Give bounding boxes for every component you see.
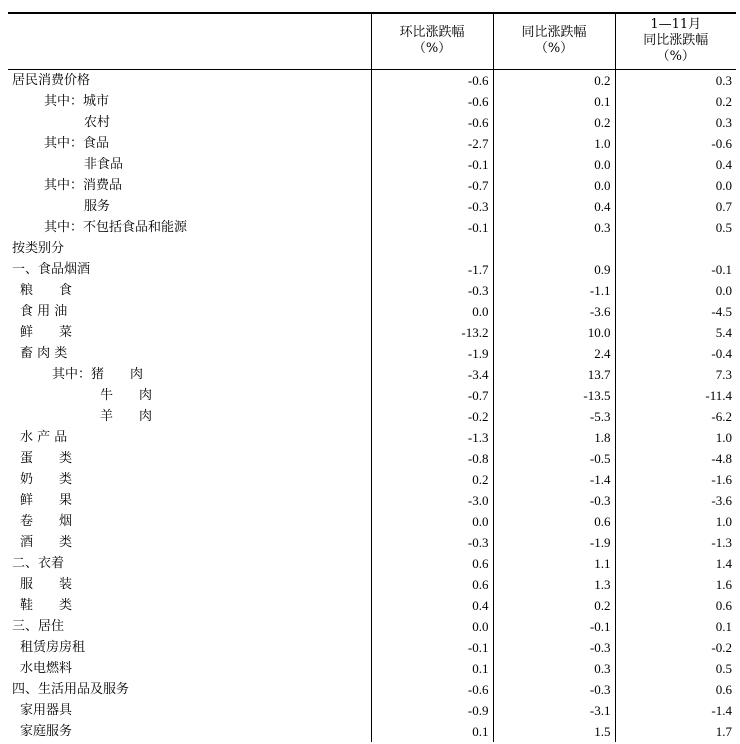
row-label: 服务 — [84, 198, 111, 214]
header-ytd-period: 1—11月 — [650, 17, 702, 33]
row-yoy-value: -1.9 — [493, 532, 615, 553]
table-row — [8, 679, 736, 700]
table-row — [8, 406, 736, 427]
table-row — [8, 511, 736, 532]
row-label: 其中：消费品 — [44, 177, 123, 193]
row-mom-value: -1.9 — [371, 343, 493, 364]
row-label: 服 装 — [20, 576, 73, 592]
row-label: 三、居住 — [12, 618, 65, 634]
row-ytd-value: 1.7 — [615, 721, 736, 742]
row-ytd-value: 0.5 — [615, 217, 736, 238]
row-ytd-value: 1.0 — [615, 511, 736, 532]
row-ytd-value: -4.8 — [615, 448, 736, 469]
table-row — [8, 658, 736, 679]
row-yoy-value: -5.3 — [493, 406, 615, 427]
table-row — [8, 721, 736, 742]
row-yoy-value: 10.0 — [493, 322, 615, 343]
row-ytd-value: 1.0 — [615, 427, 736, 448]
row-mom-value: -0.6 — [371, 679, 493, 700]
row-yoy-value: 2.4 — [493, 343, 615, 364]
table-row — [8, 91, 736, 112]
table-row — [8, 574, 736, 595]
table-row — [8, 385, 736, 406]
table-row — [8, 448, 736, 469]
row-mom-value: -0.6 — [371, 112, 493, 133]
row-label: 鲜 菜 — [20, 324, 73, 340]
table-row — [8, 196, 736, 217]
table-row — [8, 217, 736, 238]
row-label: 蛋 类 — [20, 450, 73, 466]
row-ytd-value: 0.6 — [615, 595, 736, 616]
row-yoy-value: 0.3 — [493, 658, 615, 679]
row-yoy-value: 0.4 — [493, 196, 615, 217]
row-ytd-value: 0.3 — [615, 69, 736, 91]
header-row — [8, 13, 736, 69]
row-label: 牛 肉 — [100, 387, 153, 403]
row-mom-value: 0.4 — [371, 595, 493, 616]
row-yoy-value: 0.2 — [493, 69, 615, 91]
table-row — [8, 154, 736, 175]
row-label: 羊 肉 — [100, 408, 153, 424]
table-row — [8, 700, 736, 721]
table-row — [8, 238, 736, 259]
row-yoy-value: 0.0 — [493, 154, 615, 175]
row-label: 租赁房房租 — [20, 639, 86, 655]
row-mom-value: 0.6 — [371, 553, 493, 574]
row-yoy-value: 1.1 — [493, 553, 615, 574]
cpi-table — [8, 12, 736, 742]
row-mom-value: 0.6 — [371, 574, 493, 595]
row-label: 其中：猪 肉 — [52, 366, 144, 382]
row-mom-value: -0.1 — [371, 154, 493, 175]
row-label: 奶 类 — [20, 471, 73, 487]
table-row — [8, 490, 736, 511]
table-row — [8, 469, 736, 490]
row-mom-value: 0.0 — [371, 301, 493, 322]
row-ytd-value: -1.4 — [615, 700, 736, 721]
row-label: 农村 — [84, 114, 111, 130]
row-mom-value: -0.9 — [371, 700, 493, 721]
row-yoy-value: -3.6 — [493, 301, 615, 322]
row-yoy-value: -3.1 — [493, 700, 615, 721]
row-mom-value: -0.2 — [371, 406, 493, 427]
row-yoy-value: -1.4 — [493, 469, 615, 490]
header-ytd-title: 同比涨跌幅 — [643, 33, 709, 49]
row-label: 酒 类 — [20, 534, 73, 550]
table-row — [8, 616, 736, 637]
row-mom-value: 0.1 — [371, 721, 493, 742]
table-row — [8, 322, 736, 343]
row-mom-value: -0.3 — [371, 196, 493, 217]
row-yoy-value: 0.9 — [493, 259, 615, 280]
table-row — [8, 280, 736, 301]
row-ytd-value: -0.2 — [615, 637, 736, 658]
row-mom-value: -0.6 — [371, 91, 493, 112]
row-label: 家用器具 — [20, 702, 73, 718]
header-label-cell — [8, 13, 371, 69]
row-mom-value: 0.2 — [371, 469, 493, 490]
row-ytd-value: 0.3 — [615, 112, 736, 133]
row-label: 粮 食 — [20, 282, 73, 298]
row-label: 鞋 类 — [20, 597, 73, 613]
header-mom — [371, 13, 493, 69]
row-ytd-value: 0.2 — [615, 91, 736, 112]
header-mom-title: 环比涨跌幅 — [399, 25, 465, 41]
row-ytd-value: -3.6 — [615, 490, 736, 511]
row-mom-value: -0.1 — [371, 637, 493, 658]
row-label: 家庭服务 — [20, 723, 73, 739]
table-row — [8, 553, 736, 574]
header-yoy — [493, 13, 615, 69]
row-mom-value: -0.3 — [371, 532, 493, 553]
row-ytd-value: -6.2 — [615, 406, 736, 427]
row-yoy-value: 0.2 — [493, 112, 615, 133]
header-yoy-unit: （%） — [534, 41, 574, 57]
row-ytd-value: 5.4 — [615, 322, 736, 343]
row-ytd-value: -0.6 — [615, 133, 736, 154]
row-yoy-value: -0.3 — [493, 679, 615, 700]
row-mom-value: 0.0 — [371, 616, 493, 637]
row-ytd-value: -0.1 — [615, 259, 736, 280]
table-row — [8, 175, 736, 196]
row-yoy-value: 0.0 — [493, 175, 615, 196]
header-yoy-title: 同比涨跌幅 — [521, 25, 587, 41]
row-label: 畜 肉 类 — [20, 345, 68, 361]
row-mom-value: -1.3 — [371, 427, 493, 448]
header-ytd — [615, 13, 736, 69]
row-yoy-value: -0.5 — [493, 448, 615, 469]
row-mom-value: -0.3 — [371, 280, 493, 301]
row-ytd-value: -1.6 — [615, 469, 736, 490]
row-yoy-value: 13.7 — [493, 364, 615, 385]
row-yoy-value: 0.1 — [493, 91, 615, 112]
row-label: 居民消费价格 — [12, 72, 91, 88]
row-label: 鲜 果 — [20, 492, 73, 508]
table-row — [8, 69, 736, 91]
row-mom-value: -0.8 — [371, 448, 493, 469]
row-yoy-value: 1.3 — [493, 574, 615, 595]
row-ytd-value: -1.3 — [615, 532, 736, 553]
table-row — [8, 427, 736, 448]
row-label: 其中：不包括食品和能源 — [44, 219, 188, 235]
row-yoy-value: -1.1 — [493, 280, 615, 301]
row-mom-value: 0.1 — [371, 658, 493, 679]
row-yoy-value: -0.3 — [493, 637, 615, 658]
row-mom-value: -0.1 — [371, 217, 493, 238]
row-label: 水电燃料 — [20, 660, 73, 676]
row-mom-value: -3.4 — [371, 364, 493, 385]
row-label: 二、衣着 — [12, 555, 65, 571]
row-yoy-value: -0.1 — [493, 616, 615, 637]
row-label: 其中：城市 — [44, 93, 110, 109]
table-row — [8, 133, 736, 154]
row-label: 四、生活用品及服务 — [12, 681, 130, 697]
row-mom-value: -0.7 — [371, 175, 493, 196]
row-yoy-value: 0.3 — [493, 217, 615, 238]
row-yoy-value: -0.3 — [493, 490, 615, 511]
row-yoy-value: -13.5 — [493, 385, 615, 406]
table-row — [8, 532, 736, 553]
header-mom-unit: （%） — [412, 41, 452, 57]
row-mom-value: -3.0 — [371, 490, 493, 511]
row-label: 水 产 品 — [20, 429, 68, 445]
row-ytd-value — [615, 238, 736, 259]
row-mom-value: -2.7 — [371, 133, 493, 154]
row-label: 非食品 — [84, 156, 124, 172]
row-ytd-value: -0.4 — [615, 343, 736, 364]
row-yoy-value: 1.8 — [493, 427, 615, 448]
row-ytd-value: 0.7 — [615, 196, 736, 217]
row-ytd-value: 0.1 — [615, 616, 736, 637]
row-mom-value: -0.7 — [371, 385, 493, 406]
table-row — [8, 301, 736, 322]
row-label: 卷 烟 — [20, 513, 73, 529]
row-label: 食 用 油 — [20, 303, 68, 319]
row-mom-value: -0.6 — [371, 69, 493, 91]
row-mom-value: -1.7 — [371, 259, 493, 280]
row-ytd-value: 0.5 — [615, 658, 736, 679]
row-yoy-value: 1.0 — [493, 133, 615, 154]
table-row — [8, 343, 736, 364]
row-ytd-value: 0.6 — [615, 679, 736, 700]
row-yoy-value: 1.5 — [493, 721, 615, 742]
table-row — [8, 637, 736, 658]
row-yoy-value: 0.2 — [493, 595, 615, 616]
header-ytd-unit: （%） — [656, 49, 695, 65]
row-mom-value: -13.2 — [371, 322, 493, 343]
row-ytd-value: -4.5 — [615, 301, 736, 322]
row-mom-value: 0.0 — [371, 511, 493, 532]
table-row — [8, 112, 736, 133]
row-label: 其中：食品 — [44, 135, 110, 151]
table-row — [8, 259, 736, 280]
row-label: 按类别分 — [12, 240, 65, 256]
row-ytd-value: 7.3 — [615, 364, 736, 385]
row-ytd-value: 0.4 — [615, 154, 736, 175]
row-yoy-value — [493, 238, 615, 259]
table-row — [8, 364, 736, 385]
row-yoy-value: 0.6 — [493, 511, 615, 532]
row-mom-value — [371, 238, 493, 259]
table-row — [8, 595, 736, 616]
row-ytd-value: 1.6 — [615, 574, 736, 595]
row-ytd-value: 1.4 — [615, 553, 736, 574]
row-label: 一、食品烟酒 — [12, 261, 91, 277]
row-ytd-value: 0.0 — [615, 280, 736, 301]
row-ytd-value: 0.0 — [615, 175, 736, 196]
row-ytd-value: -11.4 — [615, 385, 736, 406]
